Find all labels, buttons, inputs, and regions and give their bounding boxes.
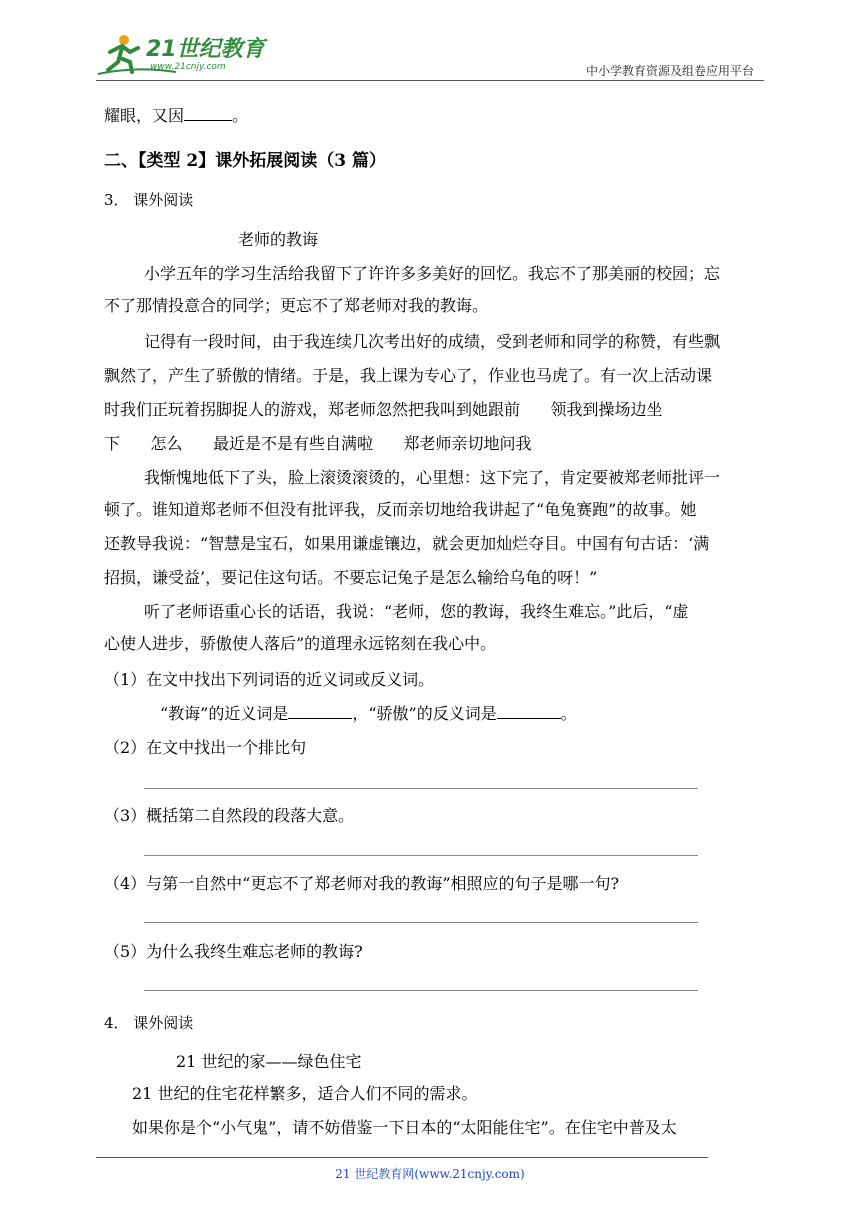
- answer-line[interactable]: [144, 788, 698, 789]
- footer-divider: [96, 1157, 708, 1158]
- passage-line: 听了老师语重心长的话语，我说：“老师，您的教诲，我终生难忘。”此后，“虚: [144, 602, 689, 621]
- passage-line: 心使人进步，骄傲使人落后”的道理永远铭刻在我心中。: [104, 634, 497, 653]
- passage-line: 我惭愧地低下了头，脸上滚烫滚烫的，心里想：这下完了，肯定要被郑老师批评一: [144, 468, 721, 487]
- platform-name: 中小学教育资源及组卷应用平台: [585, 64, 754, 78]
- sentence-end: 。: [560, 704, 577, 723]
- passage-line: 时我们正玩着拐脚捉人的游戏，郑老师忽然把我叫到她跟前 领我到操场边坐: [104, 400, 663, 419]
- passage-line: 21 世纪的住宅花样繁多，适合人们不同的需求。: [132, 1084, 478, 1103]
- sub-question-2: （2）在文中找出一个排比句: [104, 738, 307, 757]
- header-divider: [96, 80, 764, 81]
- sub-question-1-answer: [160, 704, 577, 724]
- question-4-label: 4． 课外阅读: [104, 1014, 194, 1032]
- synonym-prompt: “教诲”的近义词是: [160, 704, 289, 723]
- fill-blank[interactable]: [184, 120, 232, 121]
- sub-question-1: （1）在文中找出下列词语的近义词或反义词。: [104, 670, 435, 689]
- section-heading: 二、【类型 2】课外拓展阅读（3 篇）: [104, 151, 386, 171]
- passage-line: 顿了。谁知道郑老师不但没有批评我，反而亲切地给我讲起了“龟兔赛跑”的故事。她: [104, 500, 697, 519]
- answer-line[interactable]: [144, 922, 698, 923]
- intro-text: 耀眼，又因: [104, 106, 185, 125]
- passage-title: 21 世纪的家——绿色住宅: [176, 1052, 362, 1071]
- synonym-blank[interactable]: [288, 718, 352, 719]
- sub-question-4: （4）与第一自然中“更忘不了郑老师对我的教诲”相照应的句子是哪一句?: [104, 874, 620, 893]
- logo-text: 21世纪教育: [146, 37, 265, 62]
- footer-link[interactable]: 21 世纪教育网(www.21cnjy.com): [335, 1167, 525, 1181]
- sub-question-3: （3）概括第二自然段的段落大意。: [104, 806, 355, 825]
- intro-end: 。: [232, 106, 249, 125]
- intro-line: [104, 106, 248, 126]
- answer-line[interactable]: [144, 990, 698, 991]
- passage-title: 老师的教诲: [238, 230, 319, 249]
- antonym-prompt: ，“骄傲”的反义词是: [352, 704, 497, 723]
- answer-line[interactable]: [144, 855, 698, 856]
- passage-line: 不了那情投意合的同学；更忘不了郑老师对我的教诲。: [104, 296, 489, 315]
- logo-url: www.21cnjy.com: [150, 62, 226, 72]
- passage-line: 还教导我说：“智慧是宝石，如果用谦虚镶边，就会更加灿烂夺目。中国有句古话：‘满: [104, 534, 710, 553]
- passage-line: 记得有一段时间，由于我连续几次考出好的成绩，受到老师和同学的称赞，有些飘: [144, 332, 721, 351]
- passage-line: 飘然了，产生了骄傲的情绪。于是，我上课为专心了，作业也马虎了。有一次上活动课: [104, 366, 713, 385]
- passage-line: 招损，谦受益’，要记住这句话。不要忘记兔子是怎么输给乌龟的呀！”: [104, 568, 598, 587]
- question-3-label: 3． 课外阅读: [104, 191, 194, 209]
- passage-line: 如果你是个“小气鬼”，请不妨借鉴一下日本的“太阳能住宅”。在住宅中普及太: [132, 1118, 677, 1137]
- passage-line: 小学五年的学习生活给我留下了许许多多美好的回忆。我忘不了那美丽的校园；忘: [144, 264, 721, 283]
- sub-question-5: （5）为什么我终生难忘老师的教诲?: [104, 942, 363, 961]
- antonym-blank[interactable]: [497, 718, 561, 719]
- passage-line: 下 怎么 最近是不是有些自满啦 郑老师亲切地问我: [104, 434, 532, 453]
